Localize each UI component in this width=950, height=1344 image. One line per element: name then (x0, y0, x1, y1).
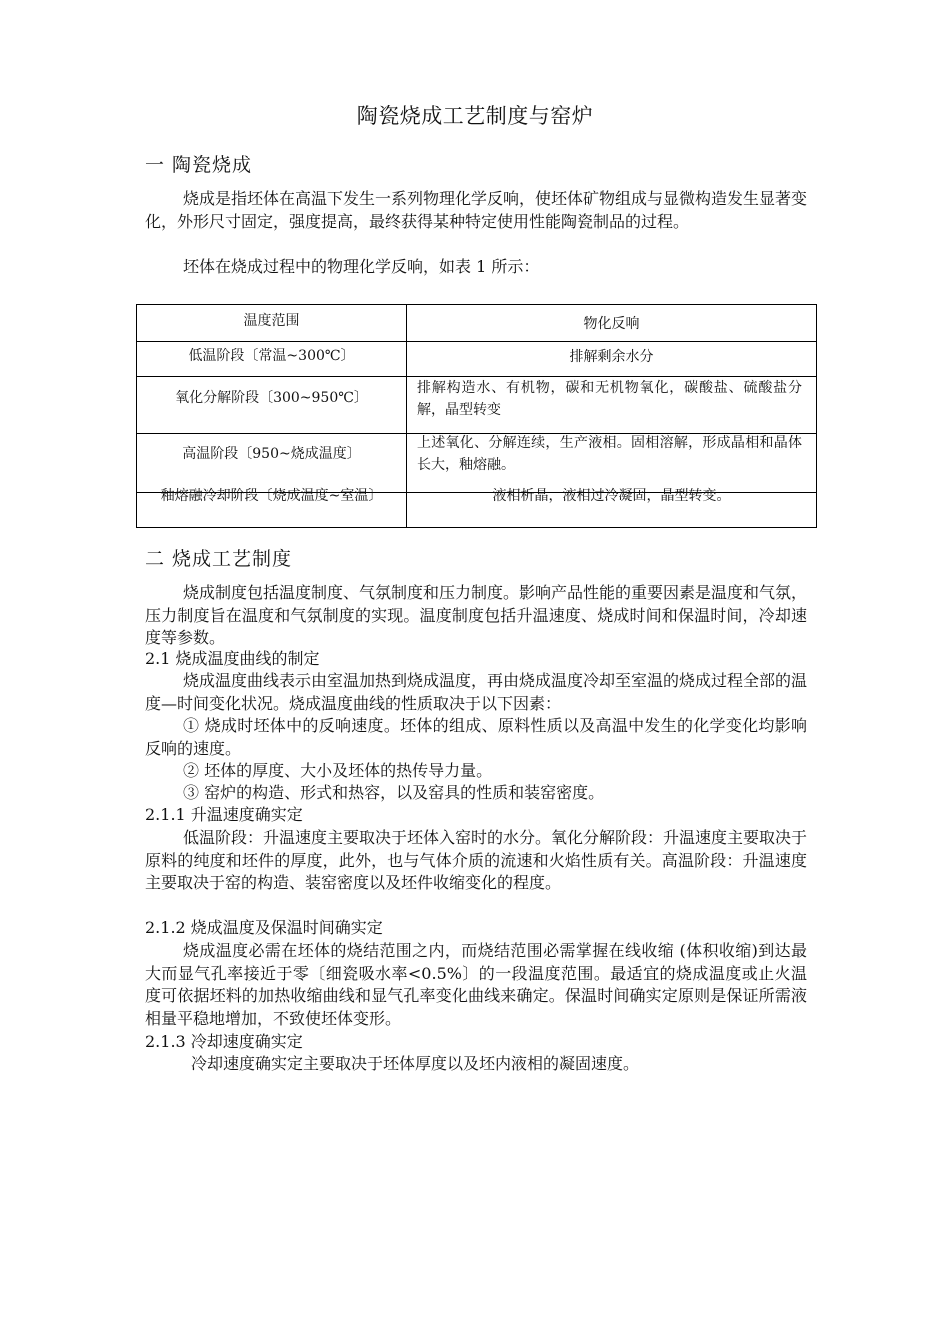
table-cell-stage: 低温阶段〔常温~300℃〕 (188, 348, 355, 364)
factor-item-3: ③ 窑炉的构造、形式和热容，以及窑具的性质和装窑密度。 (183, 783, 605, 802)
section-heading-1: 一 陶瓷烧成 (145, 154, 253, 176)
subsection-heading-2-1-2: 2.1.2 烧成温度及保温时间确实定 (145, 918, 383, 937)
factor-item-1: ① 烧成时坯体中的反响速度。坯体的组成、原料性质以及高温中发生的化学变化均影响反响的速度。 (145, 716, 807, 758)
section1-paragraph-2: 坯体在烧成过程中的物理化学反响，如表 1 所示： (183, 257, 540, 276)
document-title: 陶瓷烧成工艺制度与窑炉 (356, 104, 594, 128)
subsection-2-1-3-paragraph: 冷却速度确实定主要取决于坯体厚度以及坯内液相的凝固速度。 (191, 1054, 640, 1073)
table-cell-reaction: 排解构造水、有机物，碳和无机物氧化，碳酸盐、硫酸盐分解，晶型转变 (417, 380, 802, 418)
factor-item-2: ② 坯体的厚度、大小及坯体的热传导力量。 (183, 761, 493, 780)
table-cell-reaction: 液相析晶，液相过冷凝固，晶型转变。 (492, 488, 731, 504)
subsection-heading-2-1: 2.1 烧成温度曲线的制定 (145, 649, 320, 668)
subsection-heading-2-1-3: 2.1.3 冷却速度确实定 (145, 1032, 303, 1051)
subsection-heading-2-1-1: 2.1.1 升温速度确实定 (145, 805, 303, 824)
subsection-2-1-1-paragraph: 低温阶段：升温速度主要取决于坯体入窑时的水分。氧化分解阶段：升温速度主要取决于原料的纯度和坯件的厚度，此外，也与气体介质的流速和火焰性质有关。高温阶段：升温速度主要取决于窑的构造、装窑密度以及坯件收缩变化的程度。 (145, 828, 808, 892)
table-cell-stage: 氧化分解阶段〔300~950℃〕 (175, 390, 368, 406)
subsection-2-1-paragraph: 烧成温度曲线表示由室温加热到烧成温度，再由烧成温度冷却至室温的烧成过程全部的温度—时间变化状况。烧成温度曲线的性质取决于以下因素： (145, 671, 808, 713)
table-cell-reaction: 排解剩余水分 (569, 349, 654, 365)
reaction-table (136, 304, 817, 528)
table-cell-stage: 高温阶段〔950~烧成温度〕 (182, 446, 361, 462)
table-cell-reaction: 上述氧化、分解连续，生产液相。固相溶解，形成晶相和晶体长大，釉熔融。 (417, 435, 802, 473)
section-heading-2: 二 烧成工艺制度 (145, 548, 293, 570)
subsection-2-1-2-paragraph: 烧成温度必需在坯体的烧结范围之内，而烧结范围必需掌握在线收缩 (体积收缩)到达最大而显气孔率接近于零〔细瓷吸水率<0.5%〕的一段温度范围。最适宜的烧成温度或止火温度可依据坯料的加热收缩曲线和显气孔率变化曲线来确定。保温时间确实定原则是保证所需液相量平稳地增加，不致使坯体变形。 (145, 941, 807, 1028)
table-row-divider (137, 341, 816, 342)
section2-paragraph-1: 烧成制度包括温度制度、气氛制度和压力制度。影响产品性能的重要因素是温度和气氛，压力制度旨在温度和气氛制度的实现。温度制度包括升温速度、烧成时间和保温时间，冷却速度等参数。 (145, 583, 808, 647)
section1-paragraph-1: 烧成是指坯体在高温下发生一系列物理化学反响，使坯体矿物组成与显微构造发生显著变化，外形尺寸固定，强度提高，最终获得某种特定使用性能陶瓷制品的过程。 (145, 189, 808, 231)
table-cell-stage: 釉熔融冷却阶段〔烧成温度~室温〕 (160, 488, 383, 504)
table-header-temperature: 温度范围 (243, 313, 300, 329)
table-header-reaction: 物化反响 (583, 316, 640, 332)
